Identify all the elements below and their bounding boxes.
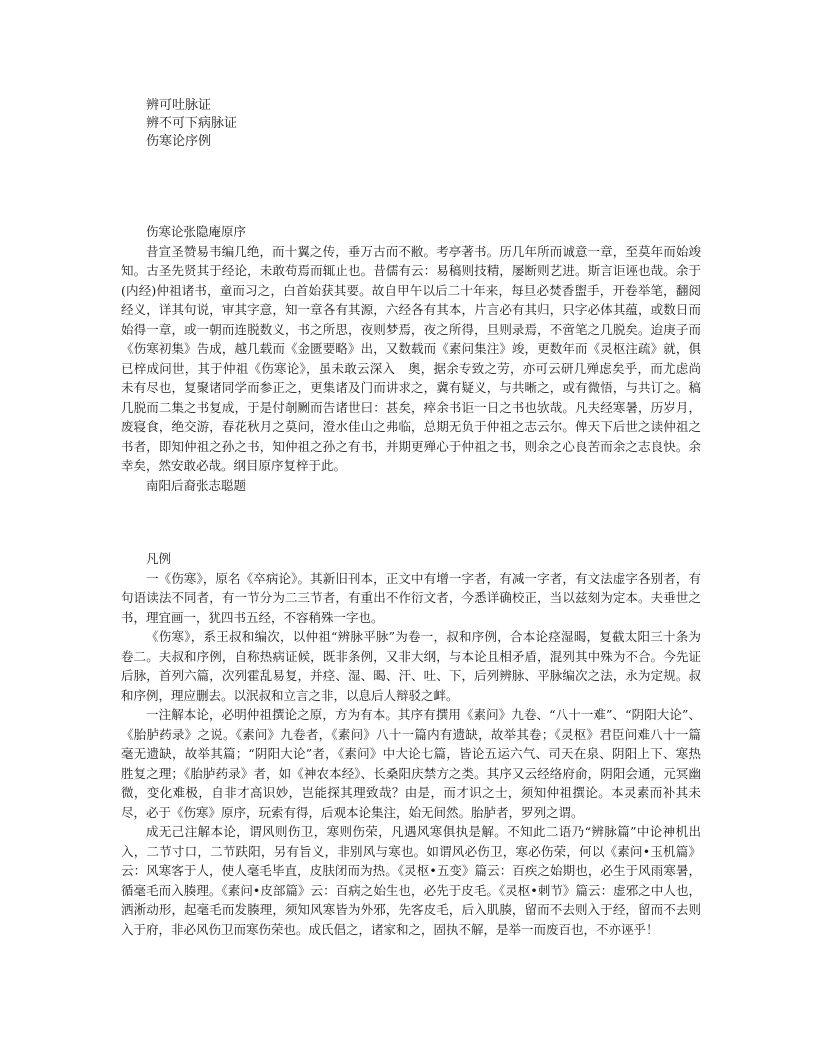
toc-item: 伤寒论序例 [146,134,212,149]
toc-item: 辨不可下病脉证 [146,116,238,131]
preface-paragraph: 昔宣圣赞易韦编几绝，而十翼之传，垂万古而不敝。考亭著书。历几年所而诚意一章，至莫年而始竣知。古圣先贤其于经论，未敢苟焉而辄止也。昔儒有云：易稿则技精，屡断则艺进。斯言讵诬也哉。余于(内经)仲祖诸书，童而习之，白首始获其要。故自甲午以后二十年来，每旦必焚香盥手，开卷举笔，翻阅经义，详其句说，审其字意，知一章各有其源，六经各有其本，片言必有其归，只字必体其蕴，或数日而始得一章，或一朝而连脱数义，书之所思，夜则梦焉，夜之所得，旦则录焉，不啻笔之几脱矣。迨庚子而《伤寒初集》告成，越几载而《金匮要略》出，又数载而《素问集注》竣，更数年而《灵枢注疏》就，俱已梓成问世，其于仲祖《伤寒论》，虽未敢云深入 奥，据余专致之劳，亦可云研几殚虑矣乎，而尤虑尚未有尽也，复聚诸同学而参正之，更集诸及门而讲求之，冀有疑义，与共晰之，或有微悟，与共订之。稿几脱而二集之书复成，于是付剞劂而告诸世曰：甚矣，瘁余书讵一日之书也欤哉。凡夫经寒暑，历岁月，废寝食，绝交游，春花秋月之莫问，澄水佳山之弗临，总期无负于仲祖之志云尔。俾天下后世之读仲祖之书者，即知仲祖之孙之书，知仲祖之孙之有书，并期更殚心于仲祖之书，则余之心良苦而余之志良快。余幸矣，然安敢必哉。纲目原序复梓于此。 [121,243,701,473]
toc-item: 辨可吐脉证 [146,98,212,113]
preface-signature: 南阳后裔张志聪题 [146,477,247,493]
table-of-contents [146,97,237,151]
preface-section [121,222,701,495]
preface-title: 伤寒论张隐庵原序 [146,224,247,239]
fanli-paragraph: 一注解本论，必明仲祖撰论之原，方为有本。其序有撰用《素问》九卷、“八十一难”、“阴阳大论”、《胎胪药录》之说。《素问》九卷者，《素问》八十一篇内有遗缺，故举其卷；《灵枢》君臣问难八十一篇毫无遗缺，故举其篇；“阴阳大论”者，《素问》中大论七篇，皆论五运六气、司天在泉、阴阳上下、寒热胜复之理；《胎胪药录》者，如《神农本经》、长桑阳庆禁方之类。其序又云经络府俞，阴阳会通，元冥幽微，变化难极，自非才高识妙，岂能探其理致哉？由是，而才识之士，须知仲祖撰论。本灵素而补其未尽，必于《伤寒》原序，玩索有得，后观本论集注，始无间然。胎胪者，罗列之谓。 [121,707,701,820]
fanli-section [121,549,701,939]
fanli-title: 凡例 [146,551,172,566]
fanli-paragraph: 《伤寒》，系王叔和编次，以仲祖“辨脉平脉”为卷一，叔和序例，合本论痉湿暍，复截太阳三十条为卷二。夫叔和序例，自称热病证候，既非条例，又非大纲，与本论且相矛盾，混列其中殊为不合。今先证后脉，首列六篇，次列霍乱易复，并痉、湿、暍、汗、吐、下，后列辨脉、平脉编次之法，永为定规。叔和序例，理应删去。以泯叔和立言之非，以息后人辩驳之衅。 [121,629,701,703]
fanli-paragraph: 一《伤寒》，原名《卒病论》。其新旧刊本，正文中有增一字者，有减一字者，有文法虚字各别者，有句语读法不同者，有一节分为二三节者，有重出不作衍文者，今悉详确校正，当以兹刻为定本。夫垂世之书，理宜画一，犹四书五经，不容稍殊一字也。 [121,570,701,625]
fanli-paragraph: 成无己注解本论，谓风则伤卫，寒则伤荣，凡遇风寒俱执是解。不知此二语乃“辨脉篇”中论神机出入，二节寸口，二节趺阳，另有旨义，非别风与寒也。如谓风必伤卫，寒必伤荣，何以《素问•玉机篇》云：风寒客于人，使人毫毛毕直，皮肤闭而为热。《灵枢•五变》篇云：百疾之始期也，必生于风雨寒暑，循毫毛而入腠理。《素问•皮部篇》云：百病之始生也，必先于皮毛。《灵枢•刺节》篇云：虚邪之中人也，洒淅动形，起毫毛而发腠理，须知风寒皆为外邪，先客皮毛，后入肌腠，留而不去则入于经，留而不去则入于府，非必风伤卫而寒伤荣也。成氏倡之，诸家和之，固执不解，是举一而废百也，不亦诬乎！ [121,824,701,937]
